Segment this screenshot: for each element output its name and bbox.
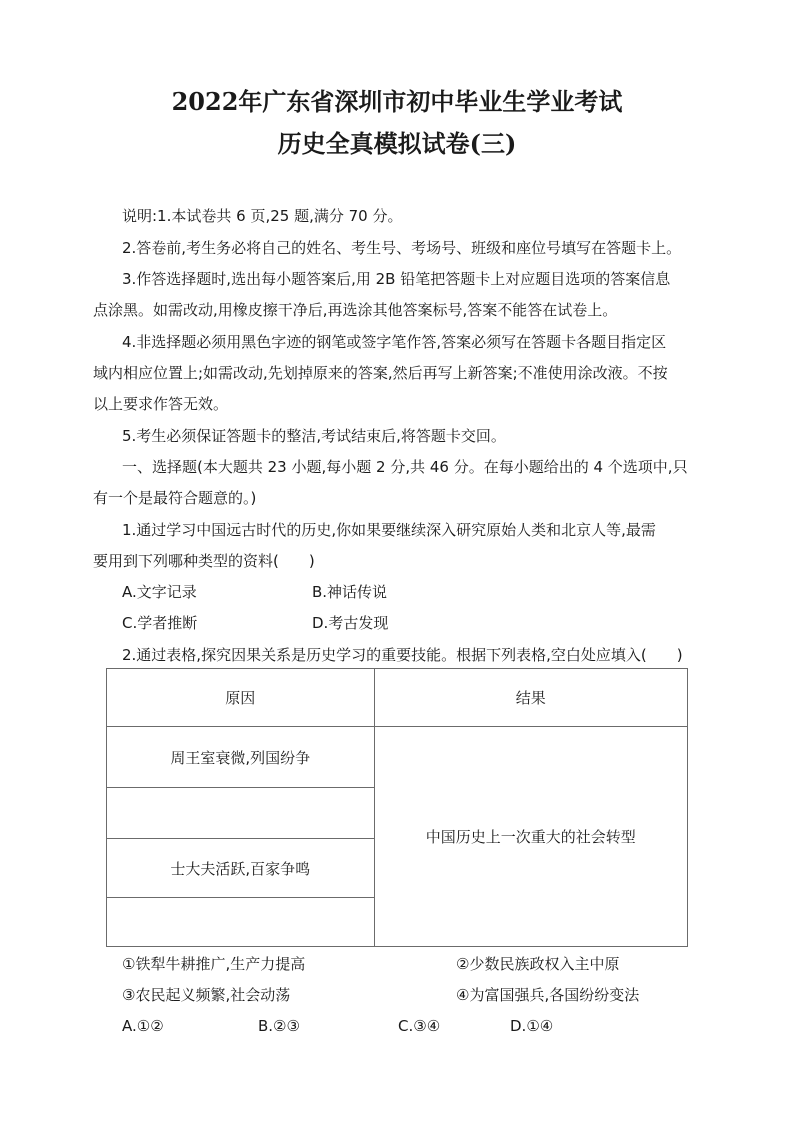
instruction-line: 3.作答选择题时,选出每小题答案后,用 2B 铅笔把答题卡上对应题目选项的答案信息 <box>122 270 671 288</box>
table-cell-result: 中国历史上一次重大的社会转型 <box>374 727 687 947</box>
statement-4: ④为富国强兵,各国纷纷变法 <box>456 986 640 1004</box>
question-stem: 1.通过学习中国远古时代的历史,你如果要继续深入研究原始人类和北京人等,最需 <box>122 521 656 539</box>
option-c: C.③④ <box>398 1017 441 1035</box>
section-heading-line: 有一个是最符合题意的。) <box>93 489 257 507</box>
option-d: D.考古发现 <box>312 614 389 632</box>
option-a: A.文字记录 <box>122 583 197 601</box>
instruction-line: 4.非选择题必须用黑色字迹的钢笔或签字笔作答,答案必须写在答题卡各题目指定区 <box>122 333 667 351</box>
instruction-line: 说明:1.本试卷共 6 页,25 题,满分 70 分。 <box>122 207 403 225</box>
instruction-line: 点涂黑。如需改动,用橡皮擦干净后,再选涂其他答案标号,答案不能答在试卷上。 <box>93 301 618 319</box>
question-stem: 2.通过表格,探究因果关系是历史学习的重要技能。根据下列表格,空白处应填入( ) <box>122 646 683 664</box>
statement-1: ①铁犁牛耕推广,生产力提高 <box>122 955 306 973</box>
option-d: D.①④ <box>510 1017 554 1035</box>
statement-3: ③农民起义频繁,社会动荡 <box>122 986 291 1004</box>
option-c: C.学者推断 <box>122 614 198 632</box>
instruction-line: 域内相应位置上;如需改动,先划掉原来的答案,然后再写上新答案;不准使用涂改液。不按 <box>93 364 668 382</box>
instruction-line: 以上要求作答无效。 <box>93 395 229 413</box>
option-b: B.②③ <box>258 1017 300 1035</box>
instruction-line: 5.考生必须保证答题卡的整洁,考试结束后,将答题卡交回。 <box>122 427 506 445</box>
statement-2: ②少数民族政权入主中原 <box>456 955 620 973</box>
table-header-result: 结果 <box>374 669 687 727</box>
title-line-1: 2022年广东省深圳市初中毕业生学业考试 <box>171 87 623 116</box>
cause-effect-table <box>106 668 688 947</box>
table-header-cause: 原因 <box>107 669 375 727</box>
instruction-line: 2.答卷前,考生务必将自己的姓名、考生号、考场号、班级和座位号填写在答题卡上。 <box>122 239 682 257</box>
title-line-2: 历史全真模拟试卷(三) <box>277 129 517 158</box>
table-cell-cause-blank <box>107 898 375 947</box>
table-cell-cause: 士大夫活跃,百家争鸣 <box>107 839 375 898</box>
option-a: A.①② <box>122 1017 164 1035</box>
table-cell-cause-blank <box>107 788 375 839</box>
section-heading-line: 一、选择题(本大题共 23 小题,每小题 2 分,共 46 分。在每小题给出的 4 个选项中,只 <box>122 458 688 476</box>
table-cell-cause: 周王室衰微,列国纷争 <box>107 727 375 788</box>
option-b: B.神话传说 <box>312 583 388 601</box>
question-stem: 要用到下列哪种类型的资料( ) <box>93 552 315 570</box>
